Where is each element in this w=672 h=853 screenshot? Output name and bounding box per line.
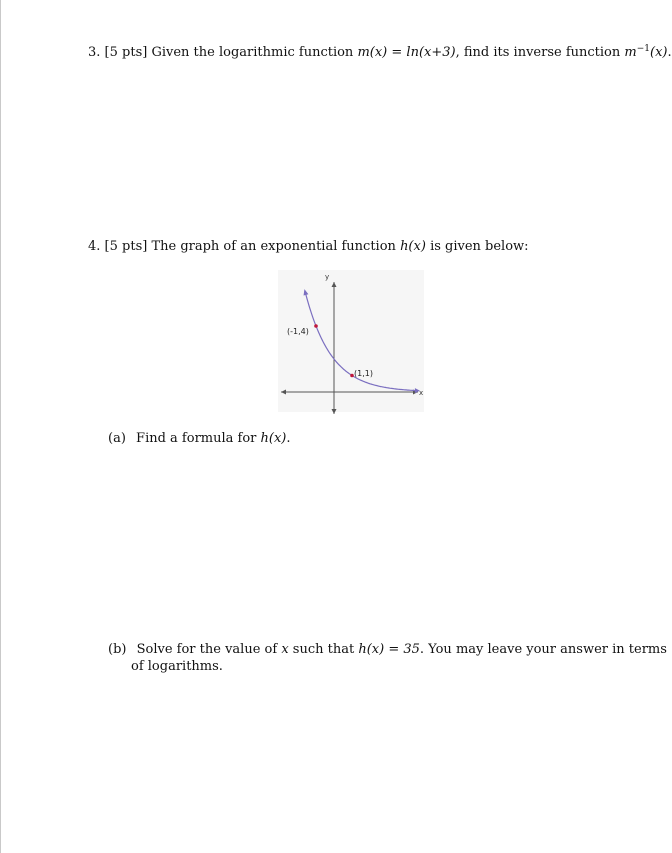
q3-text-b: , find its inverse function — [455, 45, 621, 60]
part-b-label: (b) — [108, 642, 127, 657]
q4-text-b: is given below: — [430, 239, 529, 254]
part-b-text-a: Solve for the value of — [136, 642, 278, 657]
q3-inverse-arg: (x) — [650, 45, 668, 60]
part-b-text-c: . You may leave your answer in terms — [419, 642, 667, 657]
q3-inverse-name: m — [624, 45, 637, 60]
y-axis-label: y — [325, 273, 330, 281]
part-a-label: (a) — [108, 431, 126, 446]
part-b — [108, 642, 667, 658]
q3-text-a: Given the logarithmic function — [151, 45, 354, 60]
q4-points: [5 pts] — [104, 239, 148, 254]
part-b-line2-text: of logarithms. — [131, 659, 223, 674]
q4-text-a: The graph of an exponential function — [151, 239, 396, 254]
part-a-end: . — [286, 431, 291, 446]
point-neg1-4 — [314, 324, 318, 328]
part-a — [108, 431, 291, 447]
part-a-function: h(x) — [260, 431, 287, 446]
q3-points: [5 pts] — [104, 45, 148, 60]
part-b-line2 — [131, 659, 223, 675]
q4-number: 4. — [88, 239, 101, 254]
q3-function: m(x) = ln(x+3) — [357, 45, 456, 60]
part-b-equation: h(x) = 35 — [358, 642, 420, 657]
part-b-text-b: such that — [292, 642, 355, 657]
part-b-var: x — [281, 642, 289, 657]
point2-label: (1,1) — [354, 369, 373, 378]
q3-number: 3. — [88, 45, 101, 60]
q4-function: h(x) — [400, 239, 426, 254]
q3-end: . — [667, 45, 672, 60]
point1-label: (-1,4) — [287, 327, 309, 336]
part-a-text: Find a formula for — [136, 431, 257, 446]
graph-background — [278, 270, 424, 412]
q3-inverse-sup: −1 — [636, 44, 650, 54]
x-axis-label: x — [419, 389, 424, 397]
